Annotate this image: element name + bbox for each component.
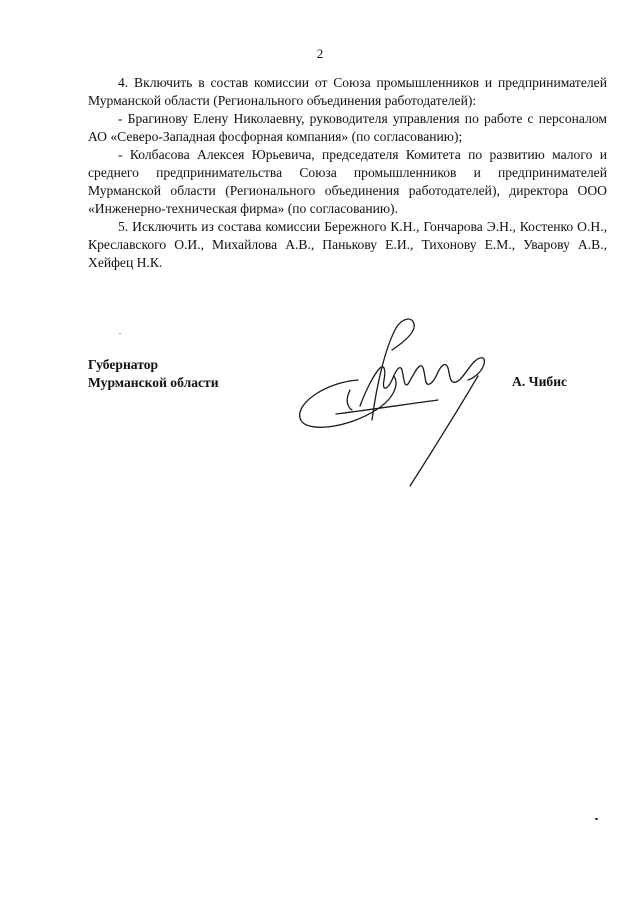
signatory-title — [88, 356, 219, 392]
paragraph-bullet-braginova: - Брагинову Елену Николаевну, руководителя управления по работе с персоналом АО «Северо-Западная фосфорная компания» (по согласованию); — [88, 111, 607, 144]
paragraph-item-4: 4. Включить в состав комиссии от Союза промышленников и предпринимателей Мурманской области (Регионального объединения работодателей): — [88, 75, 607, 108]
scan-artifact — [595, 818, 598, 820]
scan-artifact — [119, 333, 121, 334]
signatory-title-line1: Губернатор — [88, 357, 159, 372]
paragraph-bullet-kolbasov: - Колбасова Алексея Юрьевича, председателя Комитета по развитию малого и среднего предпринимательства Союза промышленников и предпринимателей Мурманской области (Регионального объединения работодателей), директора ООО «Инженерно-техническая фирма» (по согласованию). — [88, 147, 607, 216]
signatory-name: А. Чибис — [512, 374, 568, 389]
signatory-title-line2: Мурманской области — [88, 375, 219, 390]
paragraph-item-5: 5. Исключить из состава комиссии Бережного К.Н., Гончарова Э.Н., Костенко О.Н., Креславского О.И., Михайлова А.В., Панькову Е.И., Тихонову Е.М., Уварову А.В., Хейфец Н.К. — [88, 219, 607, 270]
handwritten-signature — [288, 310, 508, 500]
page-number: 2 — [316, 46, 324, 61]
document-body — [88, 74, 607, 272]
